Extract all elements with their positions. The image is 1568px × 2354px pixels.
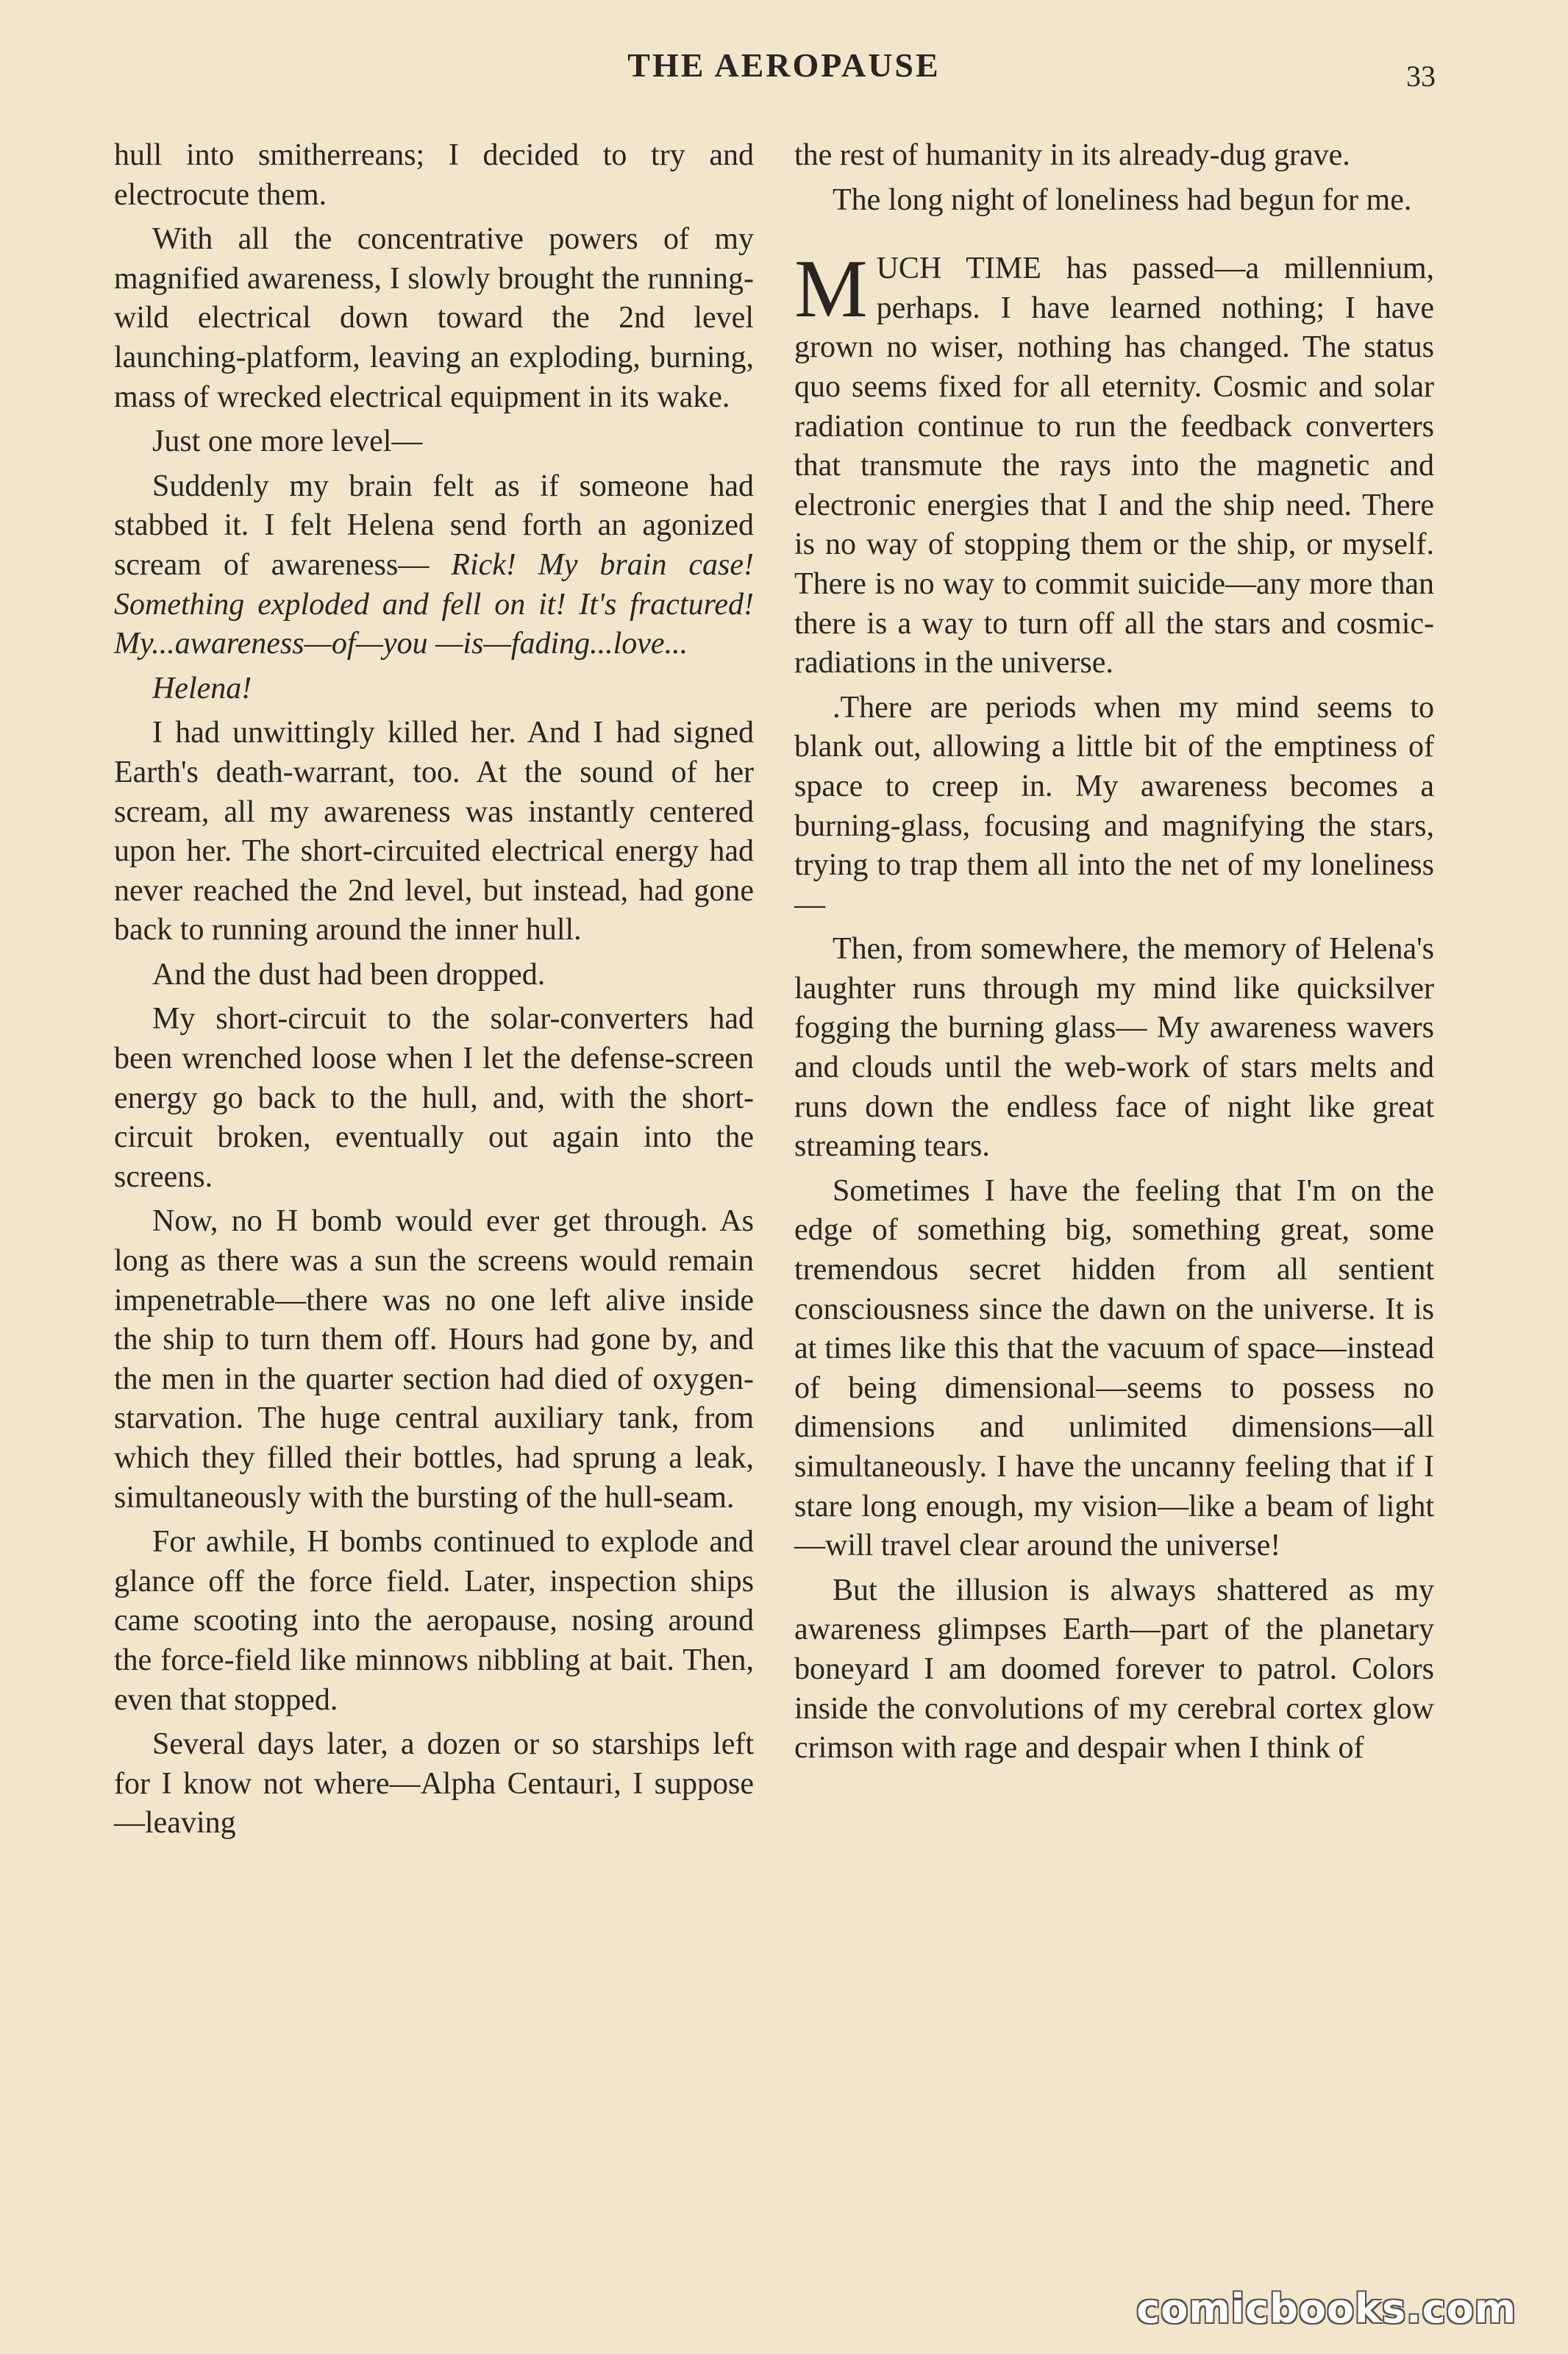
paragraph: Now, no H bomb would ever get through. As long as there was a sun the screens would remain impenetrable—there was no one left alive inside the ship to turn them off. Hours had gone by, and the men in the quarter section had died of oxygen-starvation. The huge central auxiliary tank, from which they filled their bottles, had sprung a leak, simultaneously with the bursting of the hull-seam. [114, 1204, 754, 1515]
paragraph: For awhile, H bombs continued to explode and glance off the force field. Later, inspection ships came scooting into the aeropause, nosing around the force-field like minnows nibbling at bait. Then, even that stopped. [114, 1525, 754, 1717]
paragraph: My short-circuit to the solar-converters had been wrenched loose when I let the defense-screen energy go back to the hull, and, with the short-circuit broken, eventually out again into the screens. [114, 1002, 754, 1194]
paragraph: But the illusion is always shattered as my awareness glimpses Earth—part of the planetary boneyard I am doomed forever to patrol. Colors inside the convolutions of my cerebral cortex glow crimson with rage and despair when I think of [794, 1573, 1434, 1766]
running-header-title: THE AEROPAUSE [627, 46, 941, 84]
right-column [794, 136, 1434, 1774]
paragraph: The long night of loneliness had begun for me. [833, 182, 1412, 217]
page-number: 33 [1406, 60, 1436, 93]
paragraph: Sometimes I have the feeling that I'm on the edge of something big, something great, some tremendous secret hidden from all sentient consciousness since the dawn on the universe. It is at times like this that the vacuum of space—instead of being dimensional—seems to possess no dimensions and unlimited dimensions—all simultaneously. I have the uncanny feeling that if I stare long enough, my vision—like a beam of light—will travel clear around the universe! [794, 1173, 1434, 1563]
paragraph-text: UCH TIME has passed—a millennium, perhaps. I have learned nothing; I have grown no wiser, nothing has changed. The status quo seems fixed for all eternity. Cosmic and solar radiation continue to run the feedback converters that transmute the rays into the magnetic and electronic energies that I and the ship need. There is no way of stopping them or the ship, or myself. There is no way to commit suicide—any more than there is a way to turn off all the stars and cosmic-radiations in the universe. [794, 252, 1434, 680]
watermark-logo: comicbooks.com [1136, 2286, 1517, 2332]
section-start-paragraph [794, 243, 1434, 683]
paragraph: Several days later, a dozen or so starships left for I know not where—Alpha Centauri, I suppose—leaving [114, 1727, 754, 1841]
drop-cap: M [794, 243, 868, 335]
paragraph: hull into smitherreans; I decided to try and electrocute them. [114, 138, 754, 212]
paragraph: the rest of humanity in its already-dug grave. [794, 138, 1350, 172]
paragraph: With all the concentrative powers of my magnified awareness, I slowly brought the running-wild electrical down toward the 2nd level launching-platform, leaving an exploding, burning, mass of wrecked electrical equipment in its wake. [114, 222, 754, 414]
paragraph: Just one more level— [152, 424, 423, 459]
paragraph: And the dust had been dropped. [152, 957, 546, 992]
paragraph: I had unwittingly killed her. And I had signed Earth's death-warrant, too. At the sound of her scream, all my awareness was instantly centered upon her. The short-circuited electrical energy had never reached the 2nd level, but instead, had gone back to running around the inner hull. [114, 716, 754, 947]
left-column [114, 136, 754, 1849]
paragraph [114, 467, 754, 664]
paragraph: Then, from somewhere, the memory of Helena's laughter runs through my mind like quicksilver fogging the burning glass— My awareness wavers and clouds until the web-work of stars melts and runs down the endless face of night like great streaming tears. [794, 932, 1434, 1164]
paragraph: .There are periods when my mind seems to blank out, allowing a little bit of the emptiness of space to creep in. My awareness becomes a burning-glass, focusing and magnifying the stars, trying to trap them all into the net of my loneliness— [794, 690, 1434, 922]
italic-telepathic-message: Rick! My brain case! Something exploded and fell on it! It's fractured! My...awareness—of—you —is—fading...love... [114, 547, 755, 661]
italic-exclamation: Helena! [152, 671, 252, 705]
paragraph-text: Suddenly my brain felt as if someone had stabbed it. I felt Helena send forth an agonized scream of awareness— [114, 469, 754, 582]
